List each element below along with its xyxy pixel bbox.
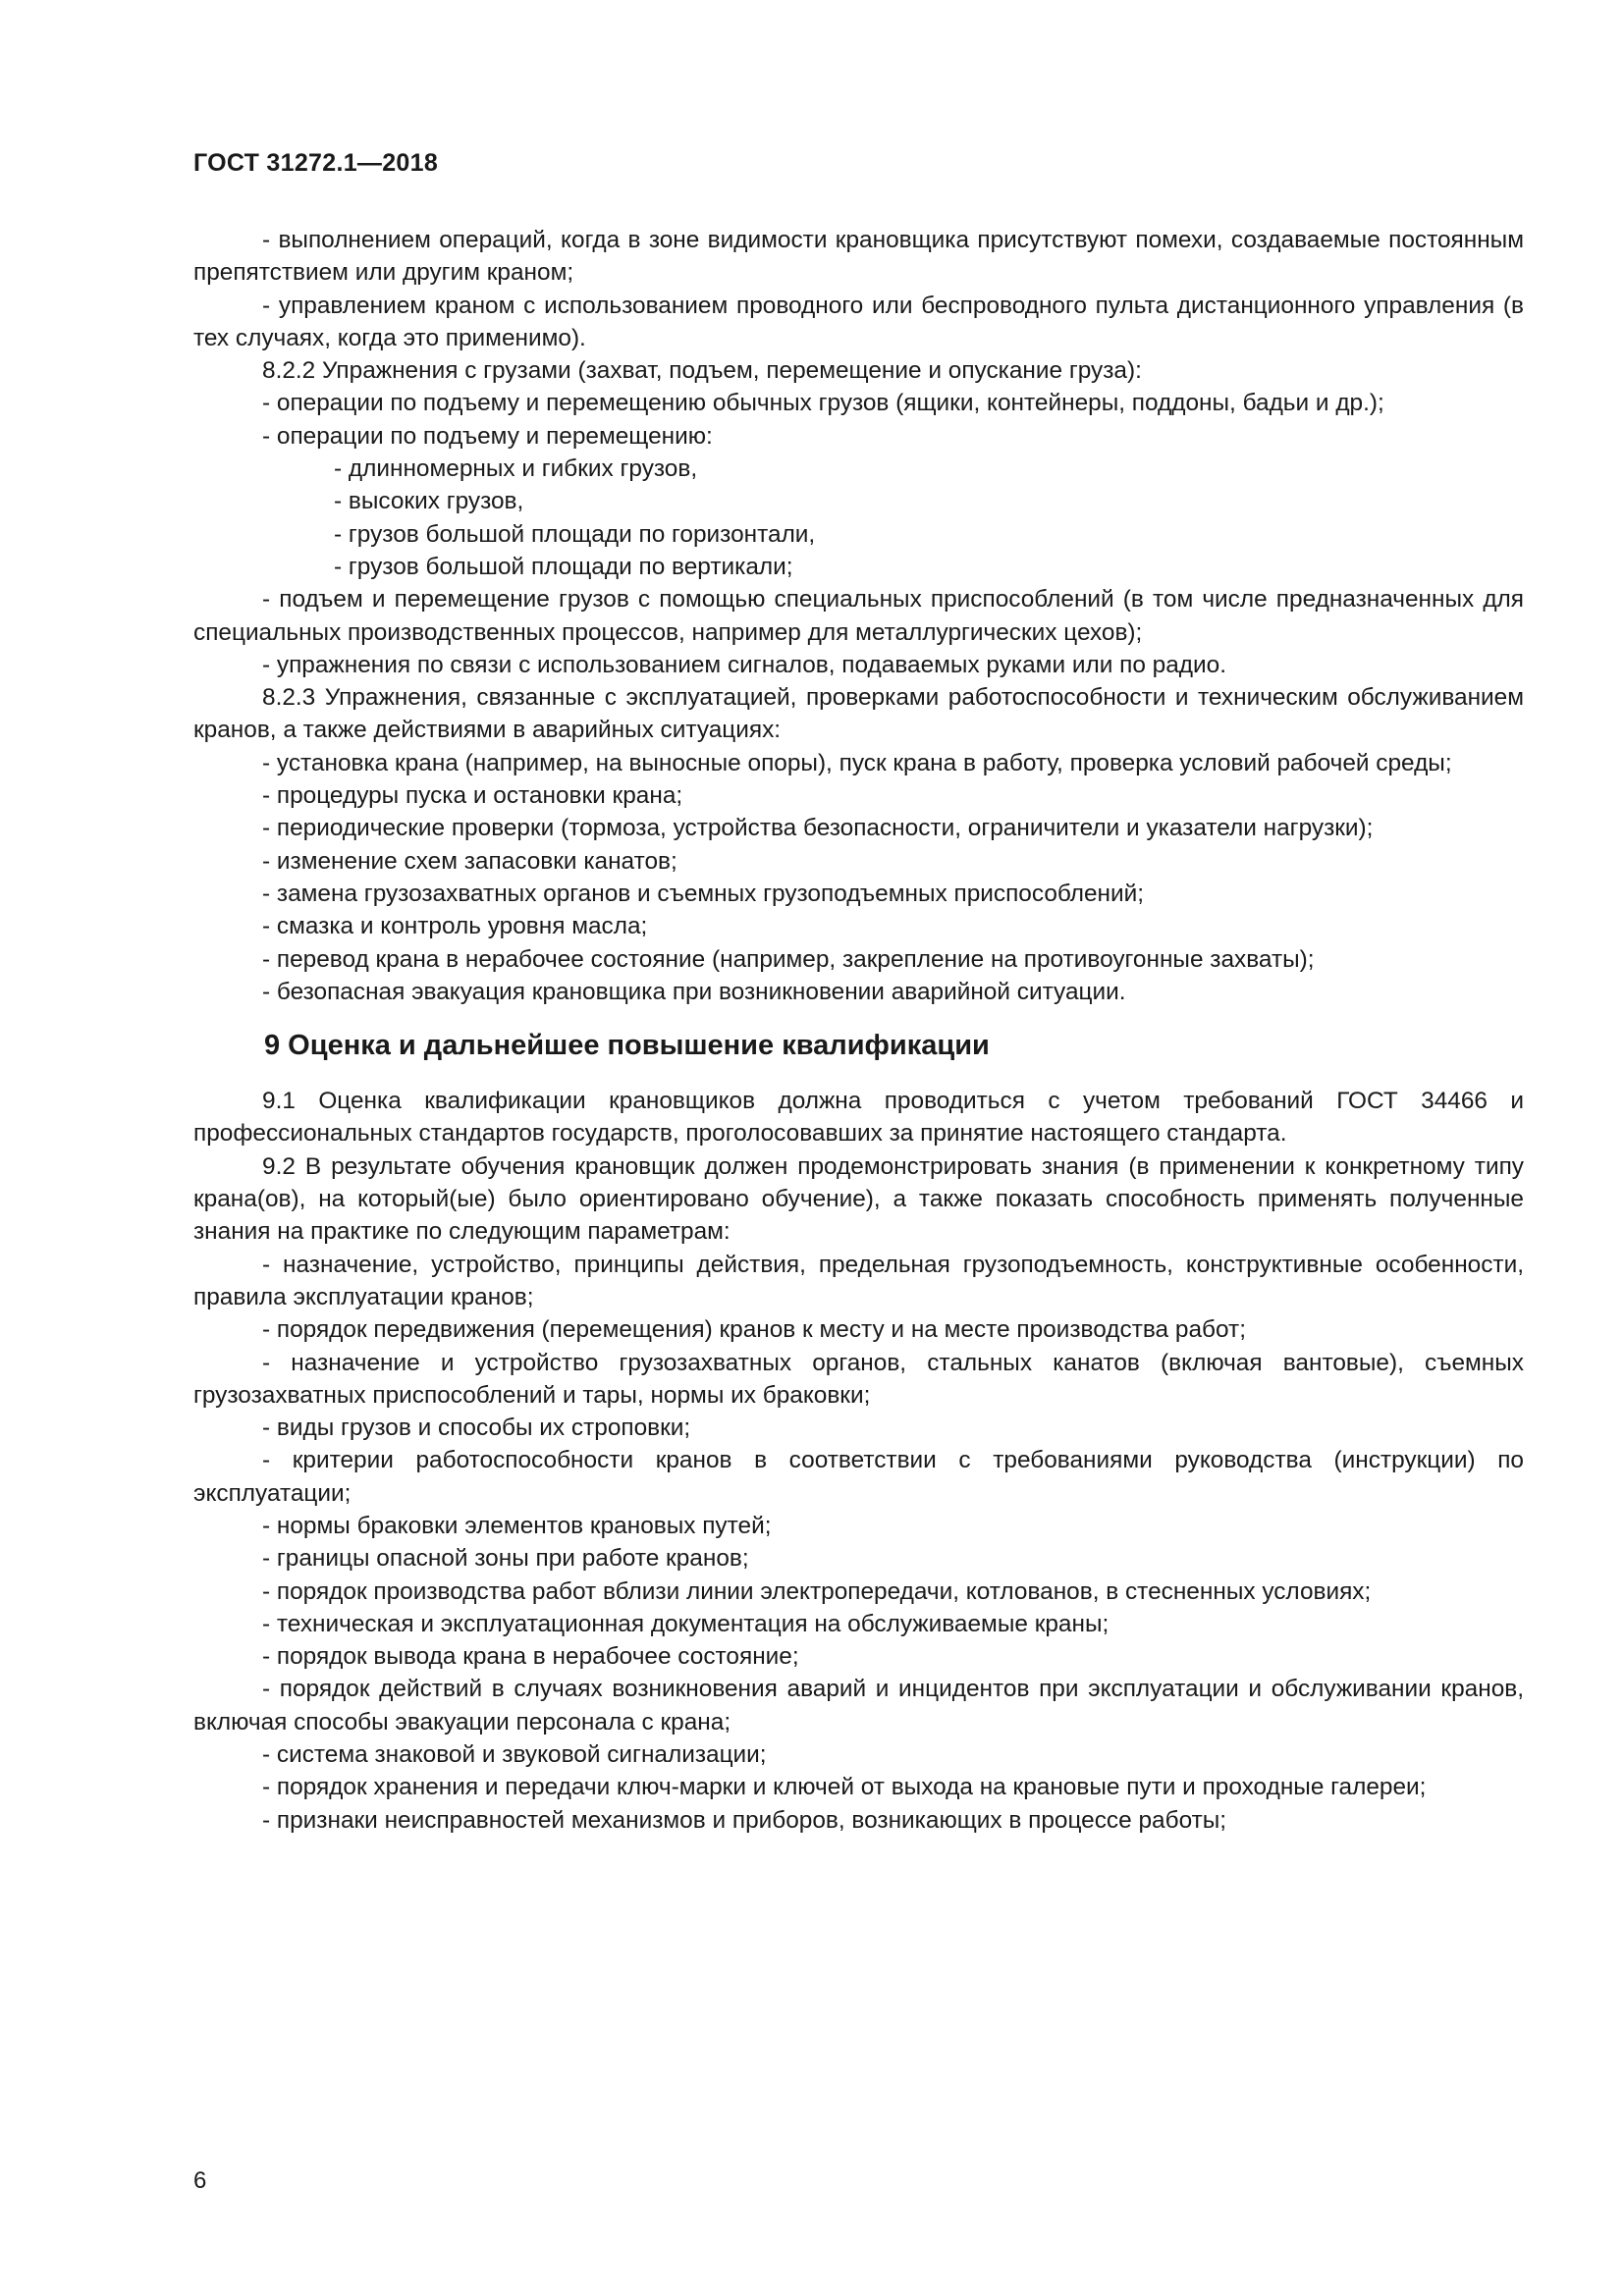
paragraph: - назначение и устройство грузозахватных органов, стальных канатов (включая вантовые), съемных грузозахватных приспособлений и тары, нормы их браковки; [193,1349,1524,1409]
document-header: ГОСТ 31272.1—2018 [193,149,439,177]
paragraph: - операции по подъему и перемещению: [262,422,713,450]
paragraph: - процедуры пуска и остановки крана; [262,782,683,810]
paragraph: - перевод крана в нерабочее состояние (например, закрепление на противоугонные захваты); [262,945,1315,973]
paragraph: - выполнением операций, когда в зоне видимости крановщика присутствуют помехи, создаваемые постоянным препятствием или другим краном; [193,227,1524,287]
paragraph: - периодические проверки (тормоза, устройства безопасности, ограничители и указатели нагрузки); [262,815,1374,842]
paragraph: - операции по подъему и перемещению обычных грузов (ящики, контейнеры, поддоны, бадьи и др.); [262,390,1384,417]
paragraph: - грузов большой площади по вертикали; [334,553,793,580]
paragraph: - признаки неисправностей механизмов и приборов, возникающих в процессе работы; [262,1806,1227,1834]
paragraph: - упражнения по связи с использованием сигналов, подаваемых руками или по радио. [262,651,1226,678]
paragraph: - грузов большой площади по горизонтали, [334,520,816,548]
section-heading: 9 Оценка и дальнейшее повышение квалификации [264,1030,990,1062]
page-number: 6 [193,2167,207,2194]
paragraph: - порядок передвижения (перемещения) кранов к месту и на месте производства работ; [262,1316,1246,1344]
paragraph: - виды грузов и способы их строповки; [262,1415,691,1442]
paragraph: - техническая и эксплуатационная документация на обслуживаемые краны; [262,1610,1110,1637]
paragraph: - высоких грузов, [334,488,524,515]
paragraph: - границы опасной зоны при работе кранов; [262,1545,749,1573]
paragraph: - порядок вывода крана в нерабочее состояние; [262,1643,799,1671]
paragraph: - смазка и контроль уровня масла; [262,913,648,940]
paragraph: - порядок хранения и передачи ключ-марки и ключей от выхода на крановые пути и проходные галереи; [262,1774,1427,1801]
section-8-continuation [193,224,1524,1008]
paragraph: - замена грузозахватных органов и съемных грузоподъемных приспособлений; [262,880,1145,907]
paragraph: - безопасная эвакуация крановщика при возникновении аварийной ситуации. [262,978,1126,1005]
paragraph: 9.2 В результате обучения крановщик должен продемонстрировать знания (в применении к конкретному типу крана(ов), на который(ые) было ориентировано обучение), а также показать способность применять полученные знания на практике по следующим параметрам: [193,1152,1524,1246]
paragraph: - установка крана (например, на выносные опоры), пуск крана в работу, проверка условий рабочей среды; [262,749,1452,776]
paragraph: 8.2.3 Упражнения, связанные с эксплуатацией, проверками работоспособности и техническим обслуживанием кранов, а также действиями в аварийных ситуациях: [193,684,1524,744]
paragraph: - нормы браковки элементов крановых путей; [262,1512,772,1539]
paragraph: - длинномерных и гибких грузов, [334,455,698,483]
paragraph: - критерии работоспособности кранов в соответствии с требованиями руководства (инструкции) по эксплуатации; [193,1447,1524,1507]
paragraph: - изменение схем запасовки канатов; [262,847,677,875]
paragraph: 8.2.2 Упражнения с грузами (захват, подъем, перемещение и опускание груза): [262,357,1142,385]
paragraph: 9.1 Оценка квалификации крановщиков должна проводиться с учетом требований ГОСТ 34466 и профессиональных стандартов государств, проголосовавших за принятие настоящего стандарта. [193,1088,1524,1148]
paragraph: - назначение, устройство, принципы действия, предельная грузоподъемность, конструктивные особенности, правила эксплуатации кранов; [193,1251,1524,1310]
paragraph: - порядок производства работ вблизи линии электропередачи, котлованов, в стесненных условиях; [262,1577,1372,1605]
paragraph: - подъем и перемещение грузов с помощью специальных приспособлений (в том числе предназначенных для специальных производственных процессов, например для металлургических цехов); [193,586,1524,646]
section-9-body [193,1085,1524,1837]
page-content [193,224,1524,1837]
paragraph: - управлением краном с использованием проводного или беспроводного пульта дистанционного управления (в тех случаях, когда это применимо). [193,292,1524,351]
paragraph: - порядок действий в случаях возникновения аварий и инцидентов при эксплуатации и обслуживании кранов, включая способы эвакуации персонала с крана; [193,1676,1524,1735]
paragraph: - система знаковой и звуковой сигнализации; [262,1741,767,1769]
